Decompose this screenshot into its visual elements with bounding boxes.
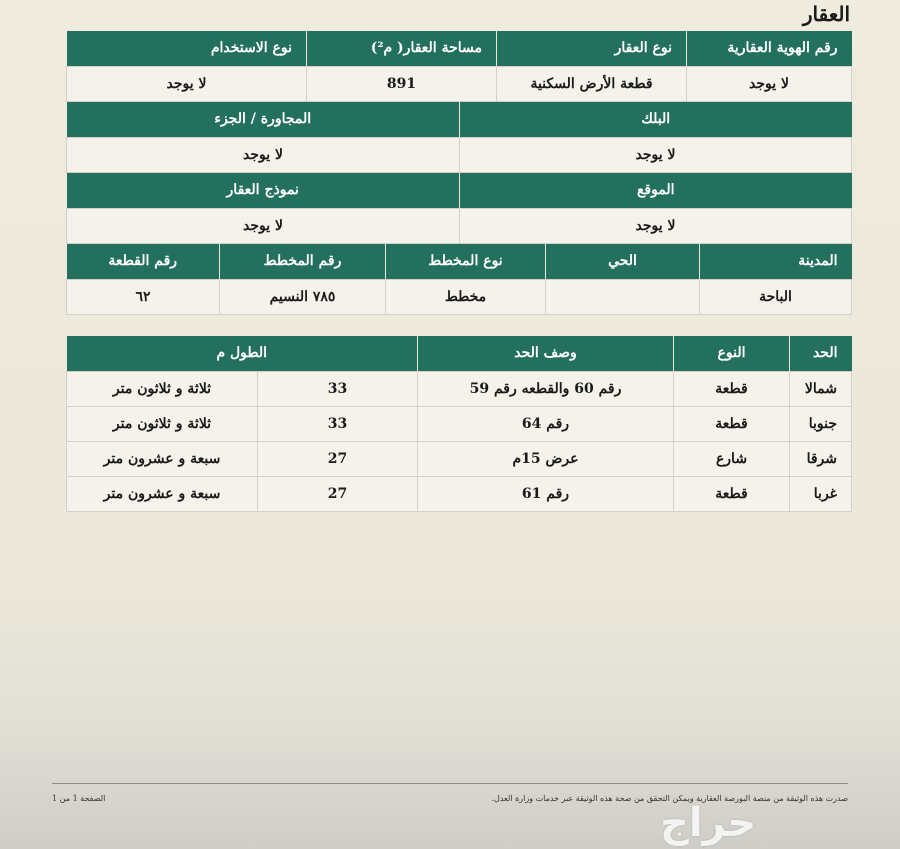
header-city: المدينة <box>700 244 852 279</box>
boundary-side: شرقا <box>790 441 852 476</box>
value-usage-type: لا يوجد <box>67 66 307 101</box>
boundary-side: غربا <box>790 476 852 511</box>
table-row <box>67 476 852 511</box>
header-boundary-type: النوع <box>674 336 790 371</box>
page-number: الصفحة 1 من 1 <box>52 794 106 803</box>
header-block: البلك <box>460 102 852 137</box>
footer-note: صدرت هذه الوثيقة من منصة البورصة العقارية ويمكن التحقق من صحة هذه الوثيقة عبر خدمات وزارة العدل. <box>491 794 848 803</box>
boundary-length-words: ثلاثة و ثلاثون متر <box>67 371 258 406</box>
value-block: لا يوجد <box>460 137 852 172</box>
header-usage-type: نوع الاستخدام <box>67 31 307 66</box>
value-plan-type: مخطط <box>386 279 546 314</box>
header-property-area: مساحة العقار( م²) <box>307 31 497 66</box>
header-boundary-length: الطول م <box>67 336 418 371</box>
haraj-watermark-logo: حراج <box>660 800 757 846</box>
boundary-length: 27 <box>258 476 418 511</box>
value-real-estate-id: لا يوجد <box>687 66 852 101</box>
boundary-description: رقم 64 <box>418 406 674 441</box>
footer-divider <box>52 783 848 784</box>
boundaries-table <box>66 336 852 512</box>
block-table <box>66 102 852 173</box>
table-row <box>67 441 852 476</box>
boundary-description: رقم 61 <box>418 476 674 511</box>
value-plot-number: ٦٢ <box>67 279 220 314</box>
value-plan-number: ٧٨٥ النسيم <box>220 279 386 314</box>
section-title: العقار <box>802 2 850 26</box>
location-table <box>66 173 852 244</box>
boundary-length: 27 <box>258 441 418 476</box>
table-row <box>67 406 852 441</box>
boundary-type: قطعة <box>674 406 790 441</box>
header-plot-number: رقم القطعة <box>67 244 220 279</box>
header-boundary-description: وصف الحد <box>418 336 674 371</box>
boundary-length-words: سبعة و عشرون متر <box>67 441 258 476</box>
boundary-description: عرض 15م <box>418 441 674 476</box>
boundary-length-words: سبعة و عشرون متر <box>67 476 258 511</box>
plan-table <box>66 244 852 315</box>
boundary-type: شارع <box>674 441 790 476</box>
value-district <box>546 279 700 314</box>
value-location: لا يوجد <box>460 208 852 243</box>
header-property-type: نوع العقار <box>497 31 687 66</box>
header-location: الموقع <box>460 173 852 208</box>
boundary-length: 33 <box>258 371 418 406</box>
boundary-length-words: ثلاثة و ثلاثون متر <box>67 406 258 441</box>
value-property-model: لا يوجد <box>67 208 460 243</box>
header-property-model: نموذج العقار <box>67 173 460 208</box>
boundary-type: قطعة <box>674 476 790 511</box>
boundary-type: قطعة <box>674 371 790 406</box>
value-property-type: قطعة الأرض السكنية <box>497 66 687 101</box>
table-row <box>67 371 852 406</box>
value-neighborhood-part: لا يوجد <box>67 137 460 172</box>
boundary-side: شمالا <box>790 371 852 406</box>
header-plan-type: نوع المخطط <box>386 244 546 279</box>
header-district: الحي <box>546 244 700 279</box>
boundary-length: 33 <box>258 406 418 441</box>
header-plan-number: رقم المخطط <box>220 244 386 279</box>
boundary-side: جنوبا <box>790 406 852 441</box>
boundary-description: رقم 60 والقطعه رقم 59 <box>418 371 674 406</box>
value-property-area: 891 <box>307 66 497 101</box>
header-boundary-side: الحد <box>790 336 852 371</box>
header-neighborhood-part: المجاورة / الجزء <box>67 102 460 137</box>
value-city: الباحة <box>700 279 852 314</box>
header-real-estate-id: رقم الهوية العقارية <box>687 31 852 66</box>
property-info-table <box>66 31 852 102</box>
